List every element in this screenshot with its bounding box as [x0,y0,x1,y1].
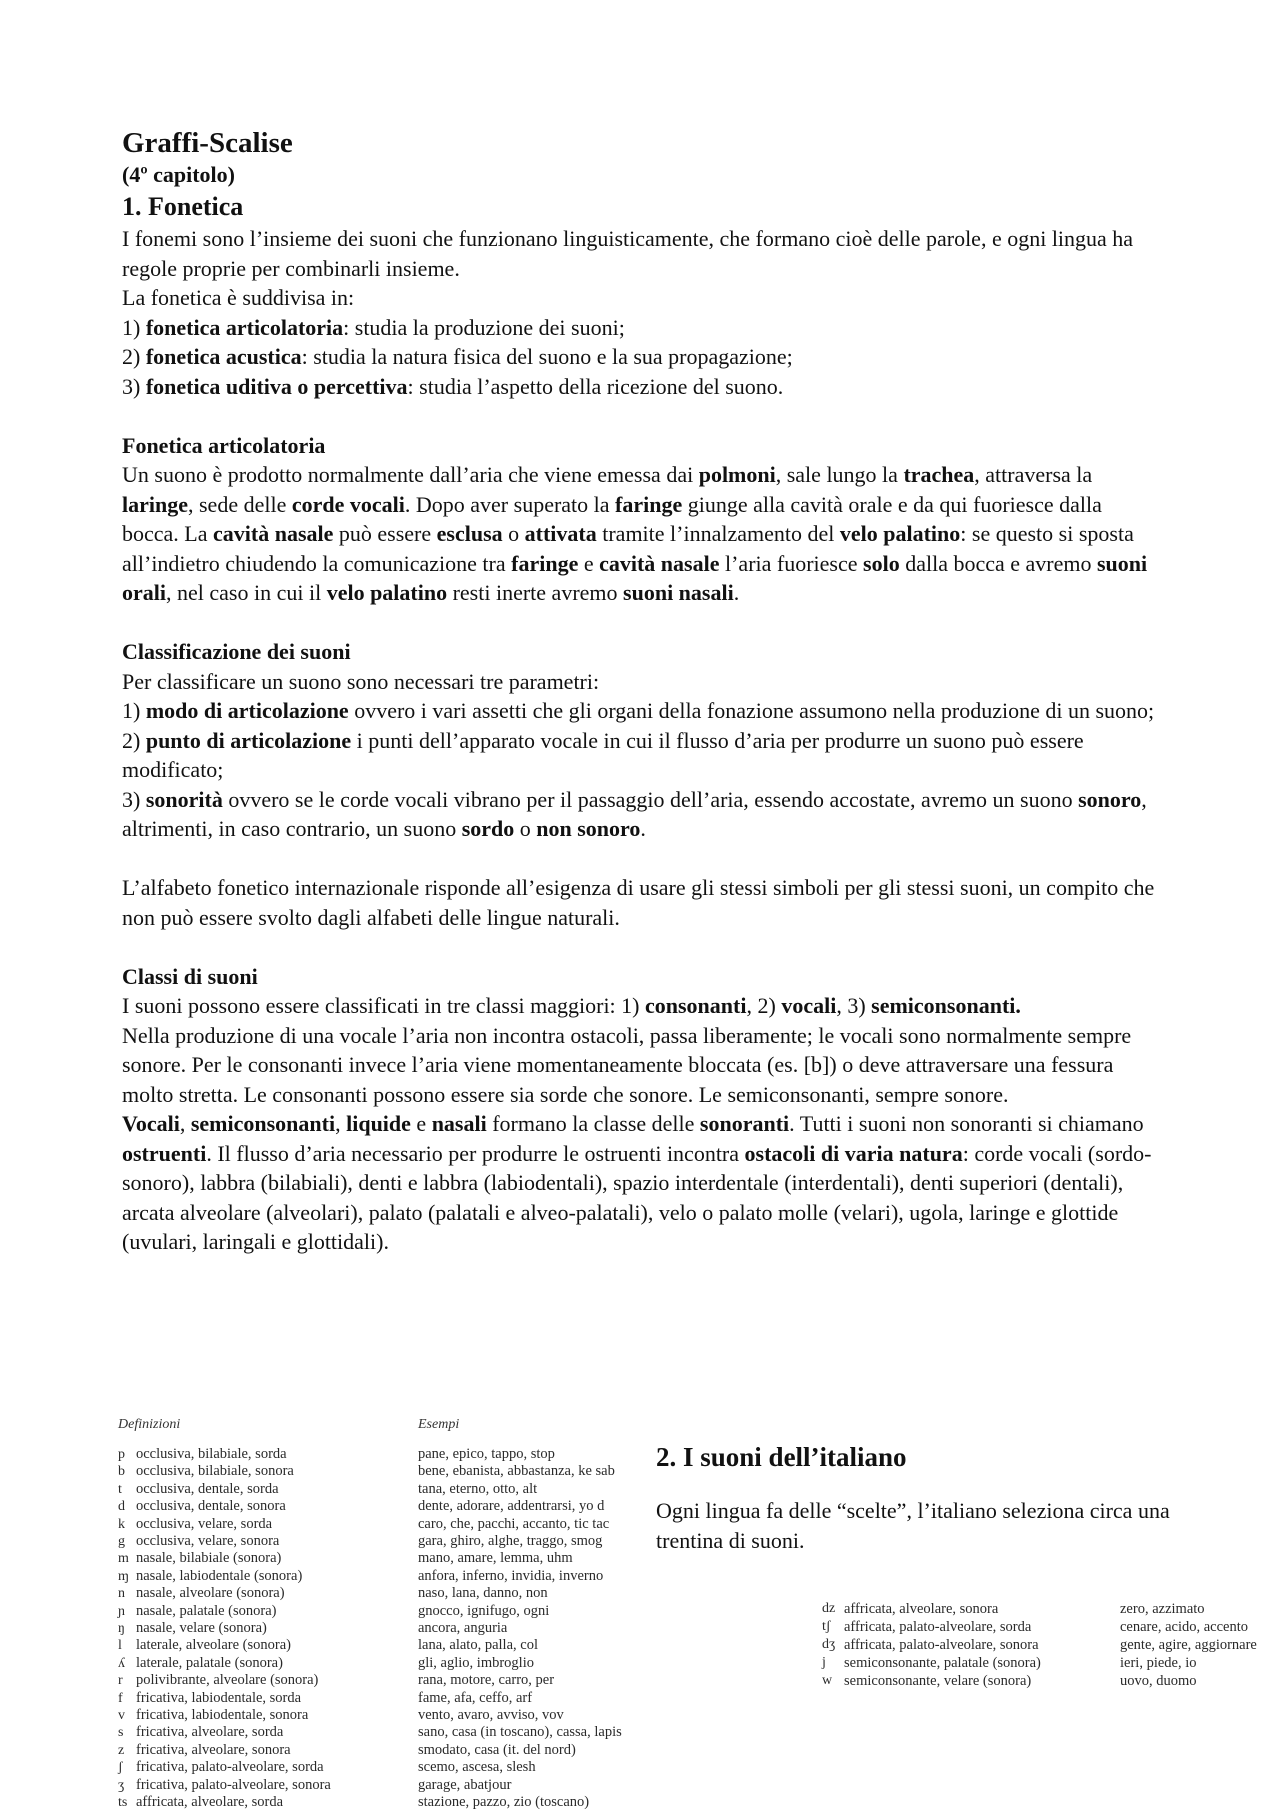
ipa-symbol: dʒ [822,1637,836,1652]
definition-cell: fricativa, alveolare, sonora [136,1741,291,1758]
column-header-definizioni: Definizioni [118,1417,181,1432]
example-cell: anfora, inferno, invidia, inverno [418,1567,604,1584]
table-row [118,1603,638,1620]
table-row [118,1672,638,1689]
table-row [118,1585,638,1602]
ipa-symbol: f [118,1690,123,1706]
example-cell: gnocco, ignifugo, ogni [418,1602,550,1619]
example-cell: vento, avaro, avviso, vov [418,1707,564,1723]
section-heading-fonetica: 1. Fonetica [122,192,244,221]
example-cell: naso, lana, danno, non [418,1585,548,1602]
subheading-classi: Classi di suoni [122,963,258,989]
definition-cell: nasale, velare (sonora) [136,1620,267,1636]
table-row [118,1759,638,1776]
definition-cell: nasale, alveolare (sonora) [136,1585,285,1602]
table-row [822,1636,1280,1654]
table-row [118,1707,638,1724]
ipa-symbol: ɱ [118,1568,129,1584]
parameter-item: 2) punto di articolazione i punti dell’apparato vocale in cui il flusso d’aria per produrre un suono può essere modificato; [122,727,1084,782]
table-row [118,1620,638,1637]
ipa-symbol: t [118,1481,122,1497]
subheading-classificazione: Classificazione dei suoni [122,639,351,664]
ipa-symbol: ɲ [118,1603,125,1619]
example-cell: mano, amare, lemma, uhm [418,1550,573,1567]
table-row [118,1498,638,1515]
table-row [118,1637,638,1654]
example-cell: ancora, anguria [418,1620,508,1636]
example-cell: cenare, acido, accento [1120,1619,1248,1635]
example-cell: uovo, duomo [1120,1673,1197,1689]
definition-cell: occlusiva, dentale, sorda [136,1480,279,1497]
definition-cell: fricativa, labiodentale, sonora [136,1707,309,1723]
table-row [118,1463,638,1480]
section-heading-suoni: 2. I suoni dell’italiano [656,1442,907,1472]
definition-cell: occlusiva, velare, sorda [136,1515,273,1532]
ipa-symbol: w [822,1673,833,1688]
definition-cell: fricativa, palato-alveolare, sonora [136,1776,331,1793]
document-body [122,126,1162,1257]
example-cell: caro, che, pacchi, accanto, tic tac [418,1515,610,1532]
definition-cell: occlusiva, bilabiale, sorda [136,1446,287,1462]
ipa-symbol: ʃ [118,1760,123,1776]
table-row [822,1618,1280,1636]
classi-paragraph-3: Vocali, semiconsonanti, liquide e nasali formano la classe delle sonoranti. Tutti i suoni non sonoranti si chiamano ostruenti. Il flusso d’aria necessario per produrre le ostruenti incontra ostacoli di varia natura: corde vocali (sordo-sonoro), labbra (bilabiali), denti e labbra (labiodentali), spazio interdentale (interdentali), denti superiori (dentali), arcata alveolare (alveolari), palato (palatali e alveo-palatali), velo o palato molle (velari), ugola, laringe e glottide (uvulari, laringali e glottidali). [122,1111,1152,1254]
list-item: 3) fonetica uditiva o percettiva: studia l’aspetto della ricezione del suono. [122,373,784,399]
ipa-symbol: n [118,1586,125,1602]
ipa-symbol: dz [822,1601,836,1616]
definition-cell: occlusiva, dentale, sonora [136,1498,286,1515]
table-row [118,1655,638,1672]
intro-paragraph: I fonemi sono l’insieme dei suoni che funzionano linguisticamente, che formano cioè delle parole, e ogni lingua ha regole proprie per combinarli insieme. [122,226,1134,281]
table-row [118,1568,638,1585]
ipa-symbol: b [118,1464,125,1480]
definition-cell: occlusiva, velare, sonora [136,1533,280,1549]
example-cell: sano, casa (in toscano), cassa, lapis [418,1724,622,1741]
definition-cell: semiconsonante, palatale (sonora) [844,1655,1041,1671]
definition-cell: semiconsonante, velare (sonora) [844,1673,1032,1689]
alfabeto-paragraph: L’alfabeto fonetico internazionale risponde all’esigenza di usare gli stessi simboli per gli stessi suoni, un compito che non può essere svolto dagli alfabeti delle lingue naturali. [122,875,1155,930]
example-cell: ieri, piede, io [1120,1655,1197,1671]
ipa-symbol: r [118,1673,123,1689]
example-cell: tana, eterno, otto, alt [418,1480,538,1497]
table-row [118,1550,638,1567]
ipa-symbol: l [118,1638,122,1654]
ipa-symbol: z [118,1742,125,1758]
intro-list-lead: La fonetica è suddivisa in: [122,285,355,310]
definition-cell: fricativa, alveolare, sorda [136,1724,284,1741]
definition-cell: nasale, labiodentale (sonora) [136,1567,303,1584]
definition-cell: polivibrante, alveolare (sonora) [136,1672,319,1689]
ipa-symbol: g [118,1534,125,1549]
table-row [822,1654,1280,1672]
ipa-symbol: ʎ [118,1655,125,1671]
ipa-symbol: j [822,1655,826,1670]
document-title: Graffi-Scalise [122,127,293,159]
list-item: 1) fonetica articolatoria: studia la produzione dei suoni; [122,314,625,340]
table-row [118,1794,638,1811]
example-cell: fame, afa, ceffo, arf [418,1689,533,1706]
example-cell: bene, ebanista, abbastanza, ke sab [418,1463,615,1480]
ipa-symbol: ŋ [118,1621,125,1636]
example-cell: rana, motore, carro, per [418,1672,555,1689]
definition-cell: affricata, alveolare, sorda [136,1794,284,1810]
definition-cell: fricativa, palato-alveolare, sorda [136,1759,324,1776]
column-header-esempi: Esempi [418,1417,460,1432]
definition-cell: laterale, alveolare (sonora) [136,1637,291,1654]
classi-paragraph-2: Nella produzione di una vocale l’aria non incontra ostacoli, passa liberamente; le vocali sono normalmente sempre sonore. Per le consonanti invece l’aria viene momentaneamente bloccata (es. [b]) o deve attraversare una fessura molto stretta. Le consonanti possono essere sia sorde che sonore. Le semiconsonanti, sempre sonore. [122,1022,1132,1107]
table-row [822,1672,1280,1690]
ipa-symbol: ʒ [118,1777,125,1793]
definition-cell: fricativa, labiodentale, sorda [136,1689,302,1706]
definition-cell: affricata, alveolare, sonora [844,1601,999,1617]
example-cell: gente, agire, aggiornare [1120,1637,1257,1653]
ipa-symbol: v [118,1708,125,1723]
example-cell: gara, ghiro, alghe, traggo, smog [418,1533,603,1549]
section-suoni-italiano [656,1440,1176,1555]
table-row [118,1777,638,1794]
example-cell: smodato, casa (it. del nord) [418,1741,576,1758]
table-row [118,1690,638,1707]
definition-cell: occlusiva, bilabiale, sonora [136,1463,294,1480]
chapter-subtitle: (4º capitolo) [122,162,235,187]
definition-cell: nasale, palatale (sonora) [136,1602,277,1619]
definition-cell: affricata, palato-alveolare, sonora [844,1637,1039,1653]
example-cell: dente, adorare, addentrarsi, yo d [418,1498,605,1515]
ipa-symbol: m [118,1551,129,1567]
example-cell: stazione, pazzo, zio (toscano) [418,1794,590,1810]
subheading-articolatoria: Fonetica articolatoria [122,432,326,458]
phonetic-table-left [118,1416,638,1811]
example-cell: pane, epico, tappo, stop [418,1446,555,1462]
definition-cell: affricata, palato-alveolare, sorda [844,1619,1032,1635]
example-cell: scemo, ascesa, slesh [418,1759,536,1776]
example-cell: zero, azzimato [1120,1601,1205,1617]
ipa-symbol: tʃ [822,1619,831,1634]
table-row [118,1724,638,1741]
list-item: 2) fonetica acustica: studia la natura fisica del suono e la sua propagazione; [122,344,793,369]
definition-cell: nasale, bilabiale (sonora) [136,1550,282,1567]
parameter-item: 3) sonorità ovvero se le corde vocali vibrano per il passaggio dell’aria, essendo accostate, avremo un suono sonoro, altrimenti, in caso contrario, un suono sordo o non sonoro. [122,786,1147,841]
example-cell: garage, abatjour [418,1776,512,1793]
table-row [118,1446,638,1463]
table-row [118,1742,638,1759]
table-row [118,1516,638,1533]
parameter-item: 1) modo di articolazione ovvero i vari assetti che gli organi della fonazione assumono nella produzione di un suono; [122,698,1155,723]
table-row [822,1600,1280,1618]
ipa-symbol: d [118,1499,125,1515]
table-row [118,1481,638,1498]
definition-cell: laterale, palatale (sonora) [136,1654,283,1671]
ipa-symbol: k [118,1516,125,1532]
ipa-symbol: ts [118,1795,128,1810]
table-row [118,1533,638,1550]
ipa-symbol: s [118,1725,124,1741]
ipa-symbol: p [118,1447,125,1462]
example-cell: lana, alato, palla, col [418,1637,538,1654]
classificazione-intro: Per classificare un suono sono necessari tre parametri: [122,668,600,694]
articolatoria-paragraph: Un suono è prodotto normalmente dall’aria che viene emessa dai polmoni, sale lungo la trachea, attraversa la laringe, sede delle corde vocali. Dopo aver superato la faringe giunge alla cavità orale e da qui fuoriesce dalla bocca. La cavità nasale può essere esclusa o attivata tramite l’innalzamento del velo palatino: se questo si sposta all’indietro chiudendo la comunicazione tra faringe e cavità nasale l’aria fuoriesce solo dalla bocca e avremo suoni orali, nel caso in cui il velo palatino resti inerte avremo suoni nasali. [122,462,1148,605]
section2-paragraph: Ogni lingua fa delle “scelte”, l’italiano seleziona circa una trentina di suoni. [656,1498,1170,1553]
example-cell: gli, aglio, imbroglio [418,1654,534,1671]
classi-paragraph-1: I suoni possono essere classificati in tre classi maggiori: 1) consonanti, 2) vocali, 3) semiconsonanti. [122,993,1021,1018]
phonetic-table-right [822,1600,1280,1700]
